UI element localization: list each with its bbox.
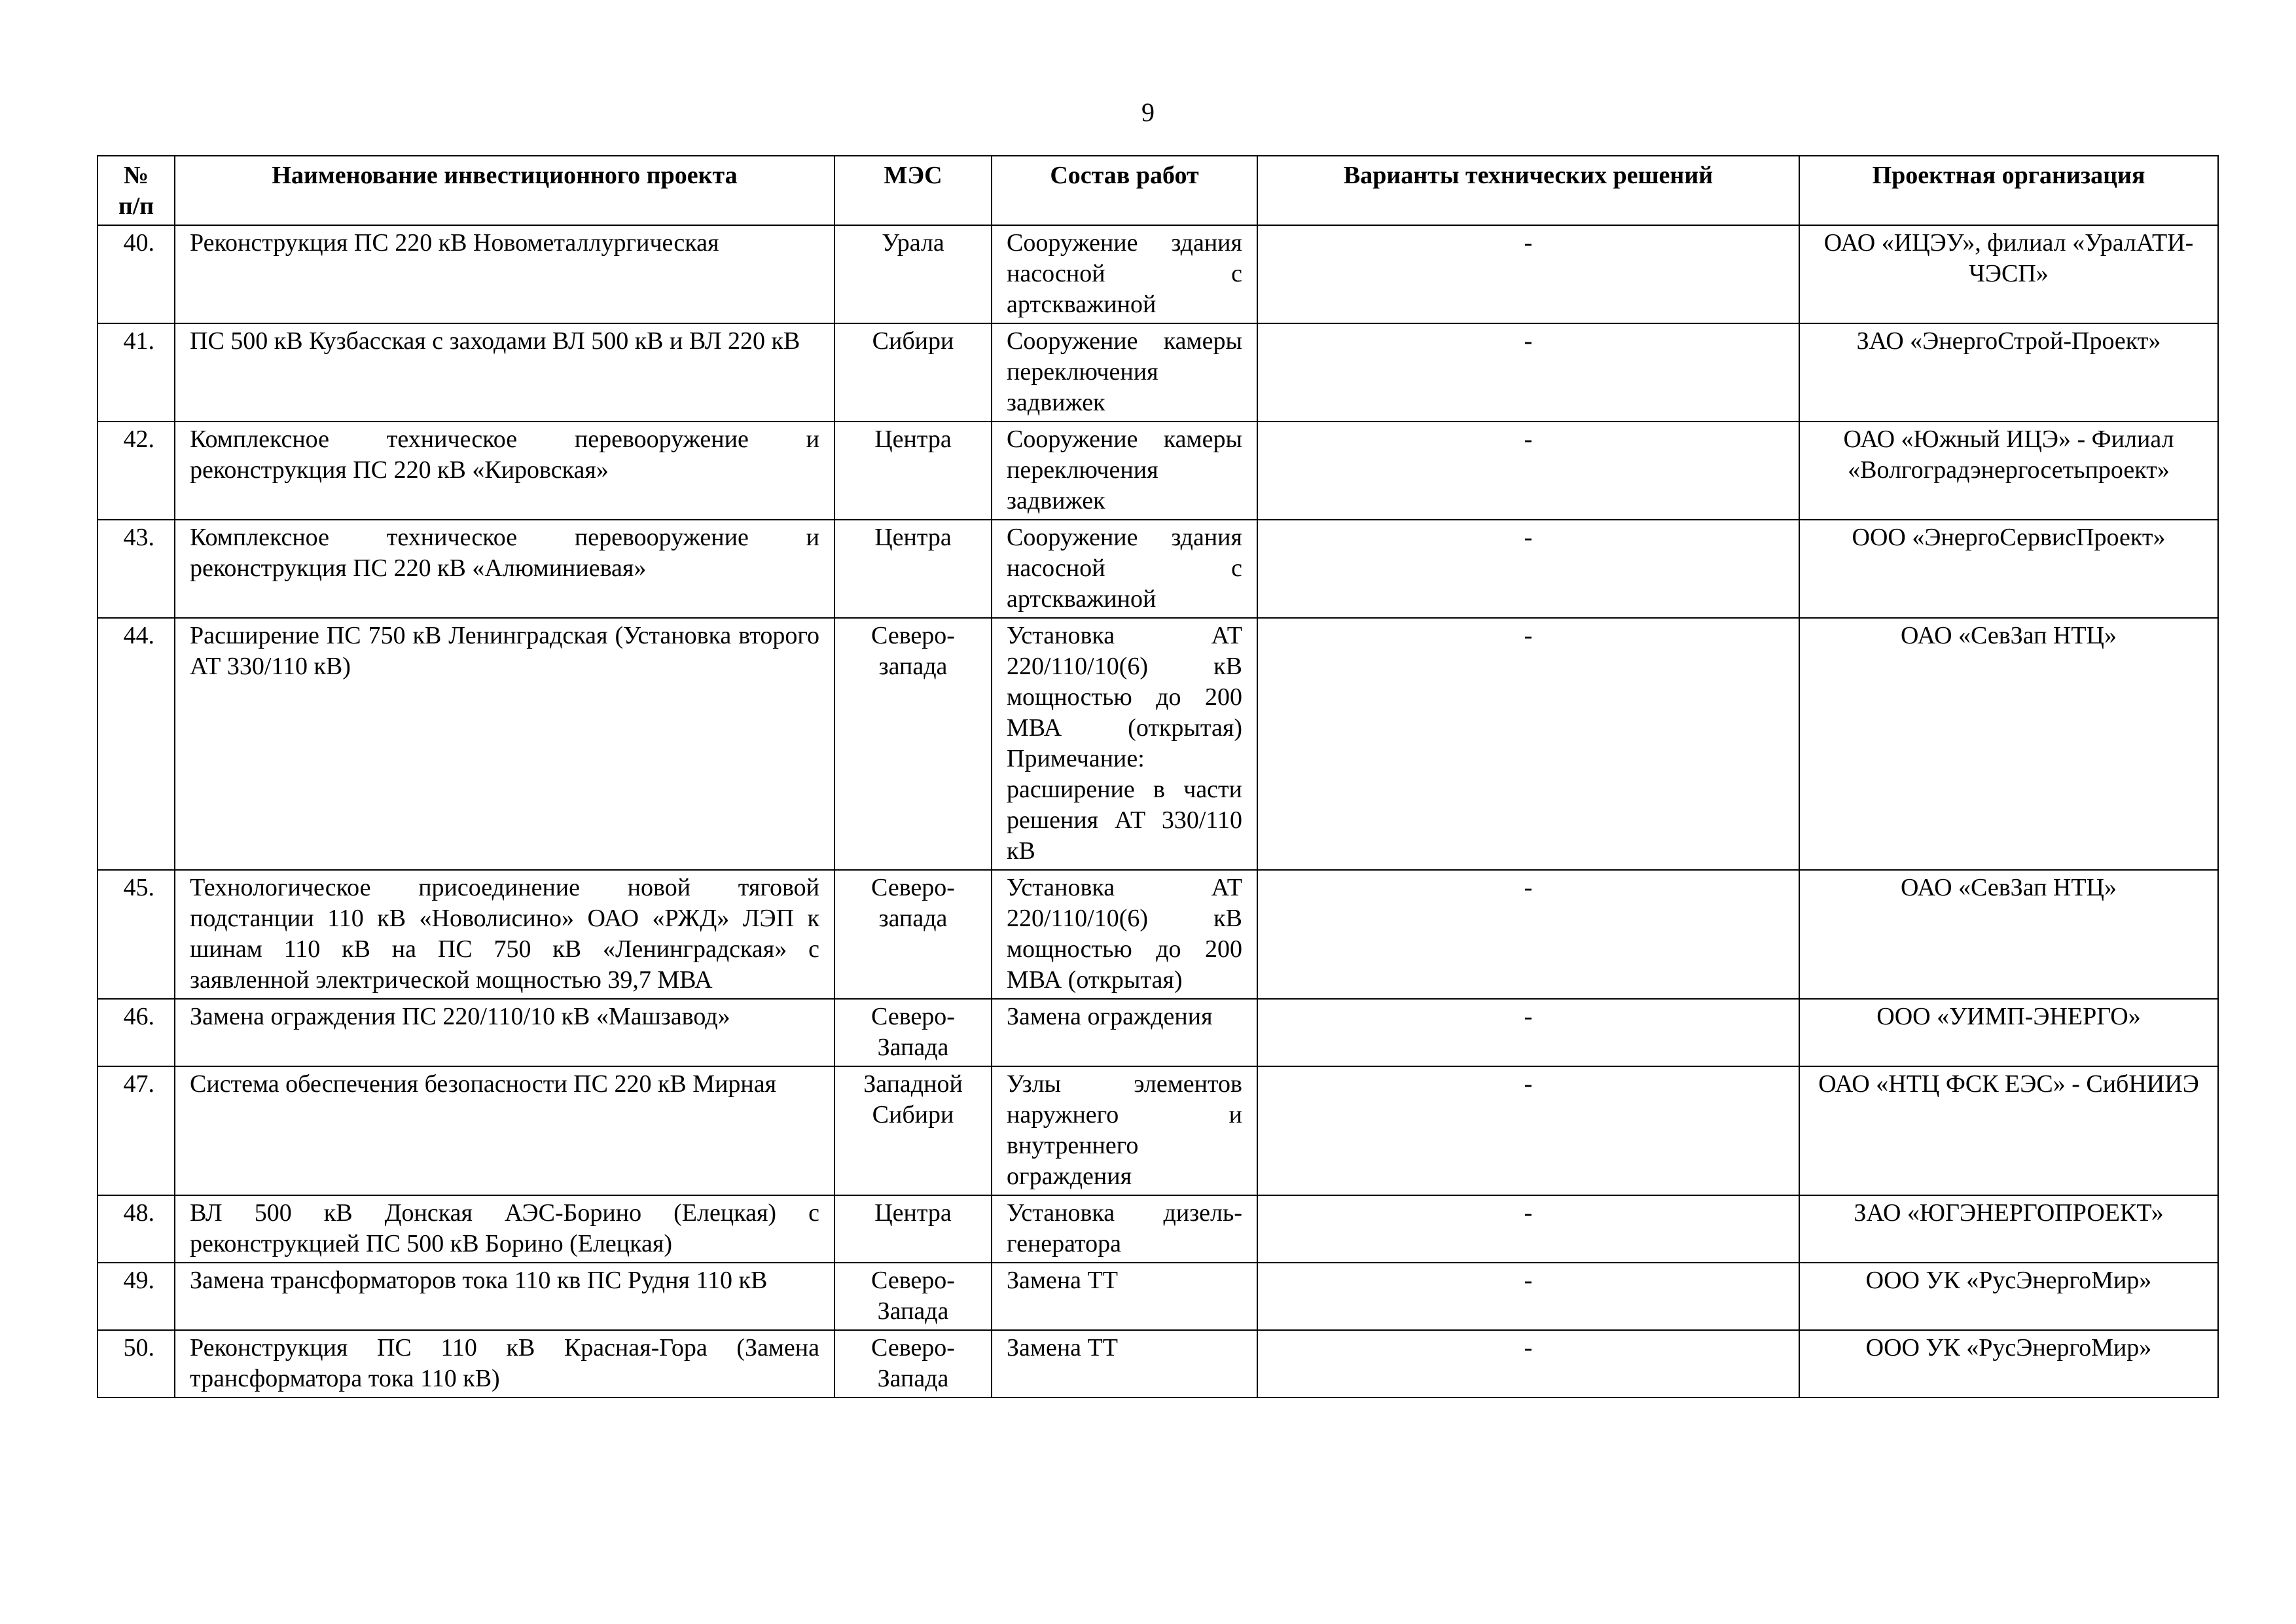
cell-mes: Северо-запада xyxy=(834,618,992,870)
cell-num: 43. xyxy=(98,520,175,618)
cell-org: ЗАО «ЮГЭНЕРГОПРОЕКТ» xyxy=(1799,1195,2218,1263)
cell-project: Система обеспечения безопасности ПС 220 кВ Мирная xyxy=(175,1066,834,1195)
cell-org: ООО УК «РусЭнергоМир» xyxy=(1799,1330,2218,1398)
cell-project: Замена ограждения ПС 220/110/10 кВ «Машзавод» xyxy=(175,999,834,1066)
cell-project: ВЛ 500 кВ Донская АЭС-Борино (Елецкая) с реконструкцией ПС 500 кВ Борино (Елецкая) xyxy=(175,1195,834,1263)
cell-org: ОАО «Южный ИЦЭ» - Филиал «Волгоградэнергосетьпроект» xyxy=(1799,422,2218,520)
cell-org: ОАО «СевЗап НТЦ» xyxy=(1799,618,2218,870)
cell-project: Комплексное техническое перевооружение и реконструкция ПС 220 кВ «Кировская» xyxy=(175,422,834,520)
cell-mes: Урала xyxy=(834,225,992,323)
cell-works: Сооружение камеры переключения задвижек xyxy=(992,323,1257,422)
cell-mes: Северо-Запада xyxy=(834,1330,992,1398)
cell-project: Замена трансформаторов тока 110 кв ПС Рудня 110 кВ xyxy=(175,1263,834,1330)
cell-works: Установка АТ 220/110/10(6) кВ мощностью до 200 МВА (открытая) Примечание: расширение в части решения АТ 330/110 кВ xyxy=(992,618,1257,870)
cell-project: Реконструкция ПС 110 кВ Красная-Гора (Замена трансформатора тока 110 кВ) xyxy=(175,1330,834,1398)
cell-variants: - xyxy=(1257,618,1799,870)
header-variants: Варианты технических решений xyxy=(1257,156,1799,225)
table-row xyxy=(98,520,2218,618)
cell-num: 42. xyxy=(98,422,175,520)
table-row xyxy=(98,1195,2218,1263)
cell-num: 46. xyxy=(98,999,175,1066)
cell-works: Замена ТТ xyxy=(992,1330,1257,1398)
cell-project: Расширение ПС 750 кВ Ленинградская (Установка второго АТ 330/110 кВ) xyxy=(175,618,834,870)
cell-variants: - xyxy=(1257,870,1799,999)
cell-mes: Центра xyxy=(834,520,992,618)
cell-org: ОАО «НТЦ ФСК ЕЭС» - СибНИИЭ xyxy=(1799,1066,2218,1195)
cell-num: 50. xyxy=(98,1330,175,1398)
cell-mes: Сибири xyxy=(834,323,992,422)
cell-org: ОАО «ИЦЭУ», филиал «УралАТИ-ЧЭСП» xyxy=(1799,225,2218,323)
cell-mes: Центра xyxy=(834,422,992,520)
table-row xyxy=(98,422,2218,520)
header-project: Наименование инвестиционного проекта xyxy=(175,156,834,225)
table-header-row xyxy=(98,156,2218,225)
cell-works: Замена ТТ xyxy=(992,1263,1257,1330)
table-row xyxy=(98,1066,2218,1195)
cell-variants: - xyxy=(1257,1066,1799,1195)
cell-project: Реконструкция ПС 220 кВ Новометаллургическая xyxy=(175,225,834,323)
cell-mes: Центра xyxy=(834,1195,992,1263)
cell-variants: - xyxy=(1257,520,1799,618)
cell-org: ЗАО «ЭнергоСтрой-Проект» xyxy=(1799,323,2218,422)
cell-num: 45. xyxy=(98,870,175,999)
cell-mes: Северо-запада xyxy=(834,870,992,999)
cell-project: Технологическое присоединение новой тяговой подстанции 110 кВ «Новолисино» ОАО «РЖД» ЛЭП к шинам 110 кВ на ПС 750 кВ «Ленинградская» с заявленной электрической мощностью 39,7 МВА xyxy=(175,870,834,999)
table-row xyxy=(98,1330,2218,1398)
header-works: Состав работ xyxy=(992,156,1257,225)
cell-variants: - xyxy=(1257,323,1799,422)
cell-project: ПС 500 кВ Кузбасская с заходами ВЛ 500 кВ и ВЛ 220 кВ xyxy=(175,323,834,422)
cell-works: Узлы элементов наружнего и внутреннего ограждения xyxy=(992,1066,1257,1195)
page-number: 9 xyxy=(1141,98,1155,127)
cell-variants: - xyxy=(1257,1330,1799,1398)
cell-num: 49. xyxy=(98,1263,175,1330)
cell-mes: Северо-Запада xyxy=(834,1263,992,1330)
cell-works: Сооружение здания насосной с артскважиной xyxy=(992,520,1257,618)
cell-variants: - xyxy=(1257,1263,1799,1330)
cell-num: 47. xyxy=(98,1066,175,1195)
table-row xyxy=(98,225,2218,323)
table-row xyxy=(98,323,2218,422)
table-row xyxy=(98,1263,2218,1330)
cell-num: 44. xyxy=(98,618,175,870)
cell-works: Сооружение камеры переключения задвижек xyxy=(992,422,1257,520)
cell-org: ОАО «СевЗап НТЦ» xyxy=(1799,870,2218,999)
header-mes: МЭС xyxy=(834,156,992,225)
cell-variants: - xyxy=(1257,225,1799,323)
cell-num: 41. xyxy=(98,323,175,422)
table-row xyxy=(98,870,2218,999)
cell-variants: - xyxy=(1257,422,1799,520)
cell-project: Комплексное техническое перевооружение и реконструкция ПС 220 кВ «Алюминиевая» xyxy=(175,520,834,618)
cell-variants: - xyxy=(1257,999,1799,1066)
cell-works: Замена ограждения xyxy=(992,999,1257,1066)
header-org: Проектная организация xyxy=(1799,156,2218,225)
cell-org: ООО УК «РусЭнергоМир» xyxy=(1799,1263,2218,1330)
cell-works: Сооружение здания насосной с артскважиной xyxy=(992,225,1257,323)
table-row xyxy=(98,999,2218,1066)
cell-num: 40. xyxy=(98,225,175,323)
cell-org: ООО «ЭнергоСервисПроект» xyxy=(1799,520,2218,618)
table-row xyxy=(98,618,2218,870)
cell-num: 48. xyxy=(98,1195,175,1263)
header-num: № п/п xyxy=(98,156,175,225)
investment-projects-table xyxy=(97,155,2219,1398)
cell-mes: Северо-Запада xyxy=(834,999,992,1066)
cell-works: Установка дизель-генератора xyxy=(992,1195,1257,1263)
cell-works: Установка АТ 220/110/10(6) кВ мощностью до 200 МВА (открытая) xyxy=(992,870,1257,999)
cell-org: ООО «УИМП-ЭНЕРГО» xyxy=(1799,999,2218,1066)
cell-variants: - xyxy=(1257,1195,1799,1263)
cell-mes: Западной Сибири xyxy=(834,1066,992,1195)
